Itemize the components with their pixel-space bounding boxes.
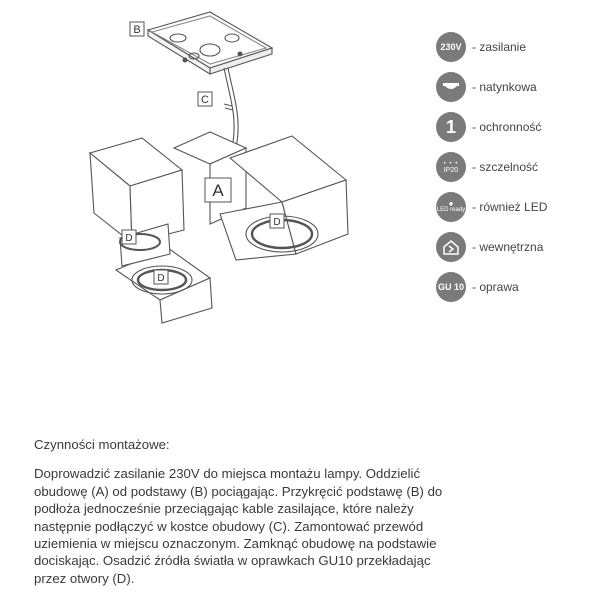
led-text: LED ready [436, 207, 466, 213]
instructions-body: Doprowadzić zasilanie 230V do miejsca montażu lampy. Oddzielić obudowę (A) od podstawy (B) pociągając. Przykręcić podstawę (B) do podłoża jednocześnie przeciągając kable zasilające, które należy następnie podłączyć w kostce obudowy (C). Zamontować przewód uziemienia w miejscu oznaczonym. Zamknąć obudowę na podstawie dociskając. Osadzić źródła światła w oprawkach GU10 przekładając przez otwory (D). [34, 466, 443, 586]
label-d-left: D [125, 233, 133, 244]
legend-item-protection [436, 110, 541, 144]
legend-label: - ochronność [472, 120, 542, 134]
legend-item-ip [436, 150, 538, 184]
surface-mounted-icon [436, 72, 466, 102]
gu10-icon: GU 10 [436, 272, 466, 302]
legend-item-indoor [436, 230, 543, 264]
label-c: C [201, 94, 209, 106]
label-b: B [133, 24, 141, 36]
instructions-heading: Czynności montażowe: [34, 437, 170, 452]
mounting-instructions [34, 436, 464, 587]
voltage-230v-icon: 230V [436, 32, 466, 62]
ip20-text: IP20 [443, 166, 459, 174]
legend-label: - również LED [472, 200, 548, 214]
label-d-bottom: D [157, 273, 165, 284]
legend-item-voltage [436, 30, 526, 64]
legend-item-led [436, 190, 547, 224]
legend-label: - wewnętrzna [472, 240, 544, 254]
lamp-assembly-drawing [60, 8, 390, 328]
legend-item-gu10 [436, 270, 519, 304]
legend-label: - oprawa [472, 280, 519, 294]
indoor-icon [436, 232, 466, 262]
led-ready-icon: ● LED ready [436, 192, 466, 222]
legend-label: - zasilanie [472, 40, 527, 54]
legend-item-surface [436, 70, 537, 104]
legend-label: - natynkowa [472, 80, 537, 94]
label-a: A [212, 181, 224, 200]
protection-class-1-icon: 1 [436, 112, 466, 142]
cube-left [90, 138, 184, 243]
label-d-right: D [273, 217, 281, 228]
ip20-icon: • • • IP20 [436, 152, 466, 182]
legend-label: - szczelność [472, 160, 539, 174]
